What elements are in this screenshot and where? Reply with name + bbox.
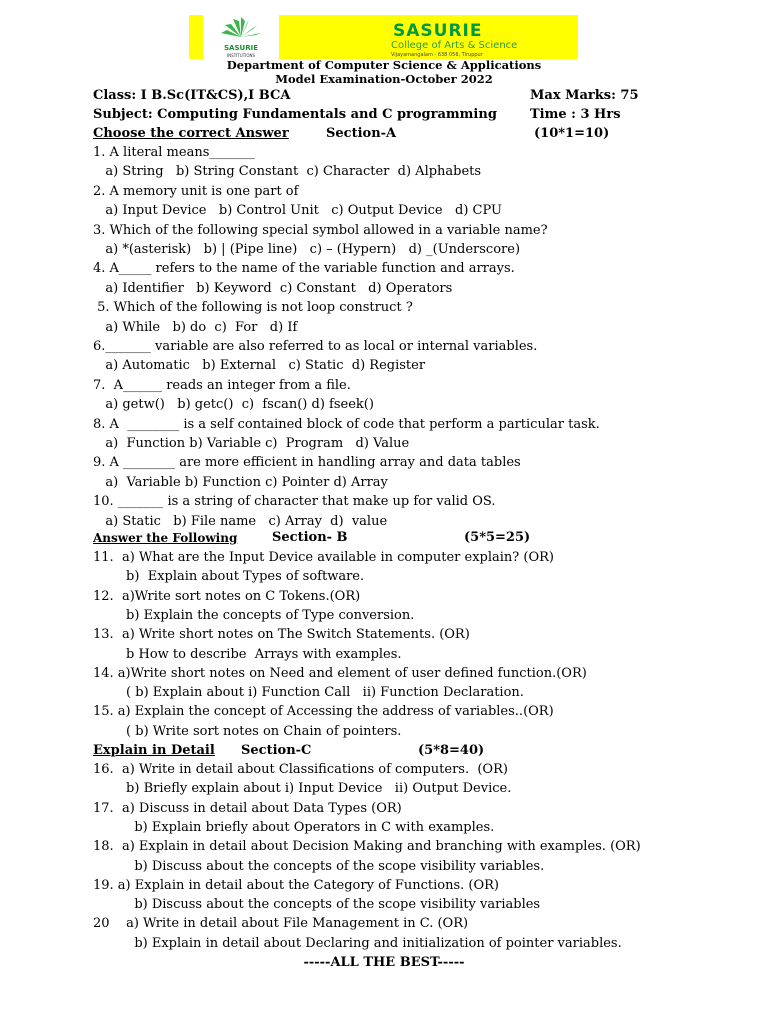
class-label: Class: I B.Sc(IT&CS),I BCA (93, 88, 291, 103)
question-line: 15. a) Explain the concept of Accessing the address of variables..(OR) (93, 704, 554, 720)
question-line: ( b) Explain about i) Function Call ii) Function Declaration. (93, 685, 524, 701)
section-b-instruction: Answer the Following (93, 531, 238, 545)
department-title: Department of Computer Science & Applications (226, 58, 542, 72)
question-line: a) String b) String Constant c) Character d) Alphabets (93, 164, 482, 180)
question-line: 9. A ________ are more efficient in handling array and data tables (93, 455, 521, 471)
section-a-instruction: Choose the correct Answer (93, 126, 289, 141)
college-title: SASURIE (393, 21, 483, 41)
question-line: 2. A memory unit is one part of (93, 183, 299, 199)
question-line: 3. Which of the following special symbol allowed in a variable name? (93, 222, 548, 238)
svg-text:INSTITUTIONS: INSTITUTIONS (226, 53, 256, 58)
question-line: 17. a) Discuss in detail about Data Types (OR) (93, 800, 402, 816)
question-line: a) Input Device b) Control Unit c) Output Device d) CPU (93, 203, 502, 219)
question-line: 5. Which of the following is not loop construct ? (93, 300, 413, 316)
question-line: ( b) Write sort notes on Chain of pointers. (93, 723, 402, 739)
question-line: b) Explain the concepts of Type conversion. (93, 607, 415, 623)
section-c-instruction: Explain in Detail (93, 743, 215, 758)
svg-text:SASURIE: SASURIE (224, 44, 258, 52)
question-line: b) Discuss about the concepts of the scope visibility variables. (93, 858, 545, 874)
section-b-marks: (5*5=25) (464, 530, 531, 545)
question-line: b) Explain about Types of software. (93, 569, 365, 585)
question-line: a) Variable b) Function c) Pointer d) Array (93, 474, 388, 490)
sasurie-logo-icon (203, 15, 279, 59)
section-a-marks: (10*1=10) (534, 126, 610, 141)
question-line: 4. A_____ refers to the name of the variable function and arrays. (93, 261, 515, 277)
time-label: Time : 3 Hrs (530, 107, 621, 122)
college-banner (189, 15, 578, 59)
question-line: a) Function b) Variable c) Program d) Value (93, 436, 410, 451)
question-line: a) Static b) File name c) Array d) value (93, 513, 388, 529)
question-line: a) While b) do c) For d) If (93, 319, 298, 335)
question-line: b) Discuss about the concepts of the scope visibility variables (93, 897, 541, 913)
section-b-title: Section- B (272, 530, 348, 545)
college-address: Vijayamangalam - 638 056, Tiruppur (391, 52, 483, 58)
question-line: a) getw() b) getc() c) fscan() d) fseek() (93, 397, 374, 413)
question-line: b) Explain in detail about Declaring and initialization of pointer variables. (93, 935, 622, 951)
section-a-title: Section-A (326, 126, 397, 141)
max-marks: Max Marks: 75 (530, 88, 639, 103)
section-c-marks: (5*8=40) (418, 743, 485, 758)
question-line: 20 a) Write in detail about File Management in C. (OR) (93, 916, 469, 932)
question-line: 16. a) Write in detail about Classifications of computers. (OR) (93, 762, 508, 777)
college-subtitle: College of Arts & Science (391, 40, 518, 51)
subject-label: Subject: Computing Fundamentals and C programming (93, 107, 497, 122)
question-line: a) Automatic b) External c) Static d) Register (93, 358, 426, 374)
question-line: 14. a)Write short notes on Need and element of user defined function.(OR) (93, 665, 587, 681)
question-line: 6._______ variable are also referred to as local or internal variables. (93, 339, 538, 354)
question-line: a) *(asterisk) b) | (Pipe line) c) – (Hypern) d) _(Underscore) (93, 242, 521, 257)
footer-message: -----ALL THE BEST----- (303, 955, 465, 970)
question-line: 10. _______ is a string of character that make up for valid OS. (93, 494, 496, 510)
question-line: 11. a) What are the Input Device available in computer explain? (OR) (93, 550, 554, 565)
question-line: 18. a) Explain in detail about Decision Making and branching with examples. (OR) (93, 839, 641, 855)
question-line: a) Identifier b) Keyword c) Constant d) Operators (93, 280, 453, 296)
question-line: 13. a) Write short notes on The Switch Statements. (OR) (93, 627, 470, 643)
section-c-title: Section-C (241, 743, 312, 758)
question-line: 19. a) Explain in detail about the Category of Functions. (OR) (93, 877, 500, 893)
question-line: b) Briefly explain about i) Input Device ii) Output Device. (93, 781, 512, 797)
exam-title: Model Examination-October 2022 (275, 72, 493, 86)
question-line: 8. A ________ is a self contained block of code that perform a particular task. (93, 416, 600, 432)
question-line: 7. A______ reads an integer from a file. (93, 377, 351, 393)
question-line: b) Explain briefly about Operators in C with examples. (93, 819, 495, 835)
question-line: 12. a)Write sort notes on C Tokens.(OR) (93, 588, 361, 604)
question-line: 1. A literal means_______ (93, 145, 255, 160)
question-line: b How to describe Arrays with examples. (93, 646, 402, 662)
